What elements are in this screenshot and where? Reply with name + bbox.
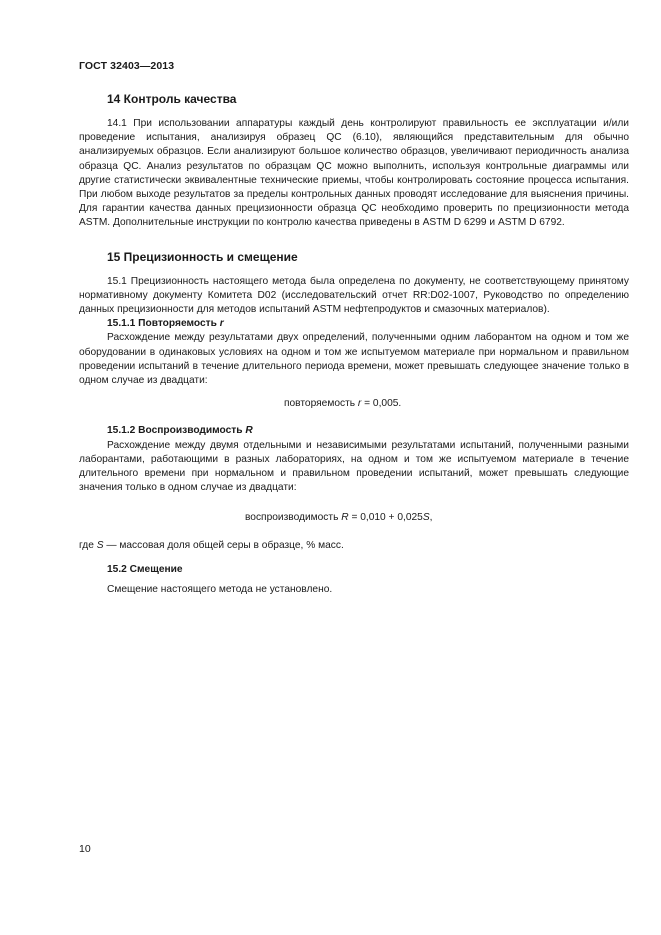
reproducibility-formula-symbol: R <box>341 512 349 524</box>
subsection-15-1-1-heading <box>79 317 629 331</box>
repeatability-symbol: r <box>219 318 224 330</box>
formula-note-text: — массовая доля общей серы в образце, % масс. <box>106 539 344 551</box>
repeatability-formula <box>79 397 629 411</box>
subsection-15-1-1-title: 15.1.1 Повторяемость <box>107 318 217 330</box>
section-14-heading: 14 Контроль качества <box>107 92 237 106</box>
reproducibility-formula-var: S <box>422 512 430 524</box>
section-15-heading: 15 Прецизионность и смещение <box>107 249 298 264</box>
repeatability-formula-lhs: повторяемость <box>284 398 356 410</box>
repeatability-formula-rhs: = 0,005. <box>364 398 402 410</box>
subsection-15-1-2-title: 15.1.2 Воспроизводимость <box>107 425 243 437</box>
repeatability-formula-symbol: r <box>357 398 362 410</box>
formula-note <box>79 539 629 553</box>
reproducibility-formula <box>79 511 629 525</box>
reproducibility-symbol: R <box>245 425 253 437</box>
subsection-15-1-2-heading <box>79 424 629 438</box>
page-number: 10 <box>79 843 91 855</box>
formula-note-prefix: где <box>79 539 94 551</box>
document-code: ГОСТ 32403—2013 <box>79 60 175 72</box>
reproducibility-formula-lhs: воспроизводимость <box>245 512 339 524</box>
paragraph-15-2: Смещение настоящего метода не установлено. <box>107 584 333 596</box>
paragraph-14-1: 14.1 При использовании аппаратуры каждый день контролируют правильность ее эксплуатации и/или проведение испытания, анализируя образец QC (6.10), являющийся представительным для обычно анализируемых образцов. Если анализируют большое количество образцов, увеличивают периодичность анализа образца QC. Анализ результатов по образцам QC можно выполнить, используя контрольные диаграммы или другие статистически эквивалентные технические приемы, чтобы контролировать состояние процесса испытания. При любом выходе результатов за пределы контрольных данных проводят исследование для выяснения причины. Для гарантии качества данных прецизионности образца QC необходимо проверить по прецизионности метода ASTM. Дополнительные инструкции по контролю качества приведены в ASTM D 6299 и ASTM D 6792. <box>79 118 629 229</box>
reproducibility-formula-end: , <box>429 512 433 524</box>
formula-note-var: S <box>96 539 104 551</box>
reproducibility-formula-mid: = 0,010 + 0,025 <box>351 512 423 524</box>
subsection-15-2-heading: 15.2 Смещение <box>107 563 183 575</box>
paragraph-15-1-1: Расхождение между результатами двух определений, полученными одним лаборантом на одном и том же оборудовании в одинаковых условиях на одном и том же испытуемом материале при нормальном и правильном проведении испытаний в течение длительного периода времени, может превышать следующее значение только в одном случае из двадцати: <box>79 332 629 387</box>
paragraph-15-1: 15.1 Прецизионность настоящего метода была определена по документу, не соответствующему принятому нормативному документу Комитета D02 (исследовательский отчет RR:D02-1007, Руководство по определению данных прецизионности для методов испытаний ASTM нефтепродуктов и смазочных материалов). <box>79 275 629 316</box>
page-content <box>79 89 629 597</box>
paragraph-15-1-2: Расхождение между двумя отдельными и независимыми результатами испытаний, полученными разными лаборантами, работающими в разных лабораториях, на одном и том же испытуемом материале в течение длительного времени при нормальном и правильном проведении испытаний, может превышать следующие значения только в одном случае из двадцати: <box>79 439 629 494</box>
